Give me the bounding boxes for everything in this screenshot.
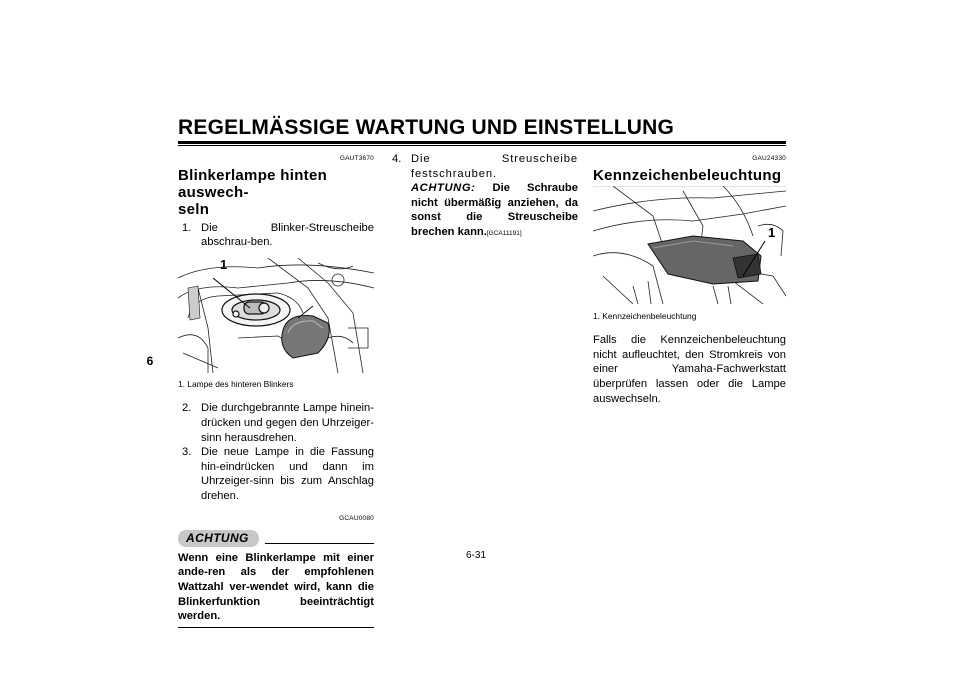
caution-code: GCAU0080 [339, 514, 374, 522]
figure-callout: 1 [768, 224, 776, 240]
caution-header [178, 530, 374, 547]
warning-code: [GCA11191] [486, 229, 522, 237]
step-text: Die durchgebrannte Lampe hinein-drücken und gegen den Uhrzeiger-sinn herausdrehen. [201, 402, 374, 444]
figure-callout: 1 [220, 257, 228, 272]
title-rule [178, 141, 786, 144]
step-number: 1. [182, 221, 192, 234]
section-heading [178, 167, 374, 218]
step-4-warning [392, 181, 578, 241]
step-text: Die neue Lampe in die Fassung hin-eindrücken und dann im Uhrzeiger-sinn bis zum Anschlag drehen. [201, 446, 374, 502]
figure-rear-turn-signal [178, 258, 374, 373]
column-1 [178, 152, 374, 628]
rear-turn-signal-illustration [178, 258, 374, 373]
column-2 [392, 152, 578, 242]
step-2 [178, 401, 374, 445]
step-number: 2. [182, 402, 192, 415]
section-heading-line2: seln [178, 200, 210, 218]
caution-text: Wenn eine Blinkerlampe mit einer ande-ren als der empfohlenen Wattzahl ver-wendet wird, kann die Blinkerfunktion beeinträchtigt werden. [178, 551, 374, 623]
step-text: Die Blinker-Streuscheibe abschrau-ben. [201, 221, 374, 249]
figure-license-plate-light [593, 186, 786, 304]
figure-caption: 1. Lampe des hinteren Blinkers [178, 378, 294, 389]
step-3 [178, 445, 374, 503]
caution-rule [265, 543, 374, 545]
step-number: 4. [392, 153, 402, 165]
achtung-label: ACHTUNG: [411, 182, 476, 195]
license-plate-light-illustration [593, 186, 786, 304]
step-4 [392, 152, 578, 181]
step-1 [178, 221, 374, 250]
caution-badge: ACHTUNG [178, 530, 259, 547]
page-title: REGELMÄSSIGE WARTUNG UND EINSTELLUNG [178, 116, 675, 139]
step-text: Die Streuscheibe festschrauben. [411, 153, 578, 180]
page-number: 6-31 [466, 550, 487, 561]
title-rule-thin [178, 145, 786, 146]
section-heading-line1: Blinkerlampe hinten auswech- [178, 166, 328, 201]
section-code: GAUT3670 [339, 155, 374, 162]
body-text: Falls die Kennzeichenbeleuchtung nicht aufleuchtet, den Stromkreis von einer Yamaha-Fachwerkstatt überprüfen lassen oder die Lampe auswechseln. [593, 334, 786, 405]
warning-text: Die Schraube nicht übermäßig anziehen, da sonst die Streuscheibe brechen kann. [411, 182, 578, 238]
section-code: GAU24330 [752, 155, 786, 162]
section-heading: Kennzeichenbeleuchtung [593, 166, 782, 184]
column-3 [593, 152, 786, 406]
chapter-tab: 6 [141, 345, 159, 377]
caution-bottom-rule [178, 627, 374, 629]
figure-caption: 1. Kennzeichenbeleuchtung [593, 310, 697, 321]
step-number: 3. [182, 446, 192, 459]
